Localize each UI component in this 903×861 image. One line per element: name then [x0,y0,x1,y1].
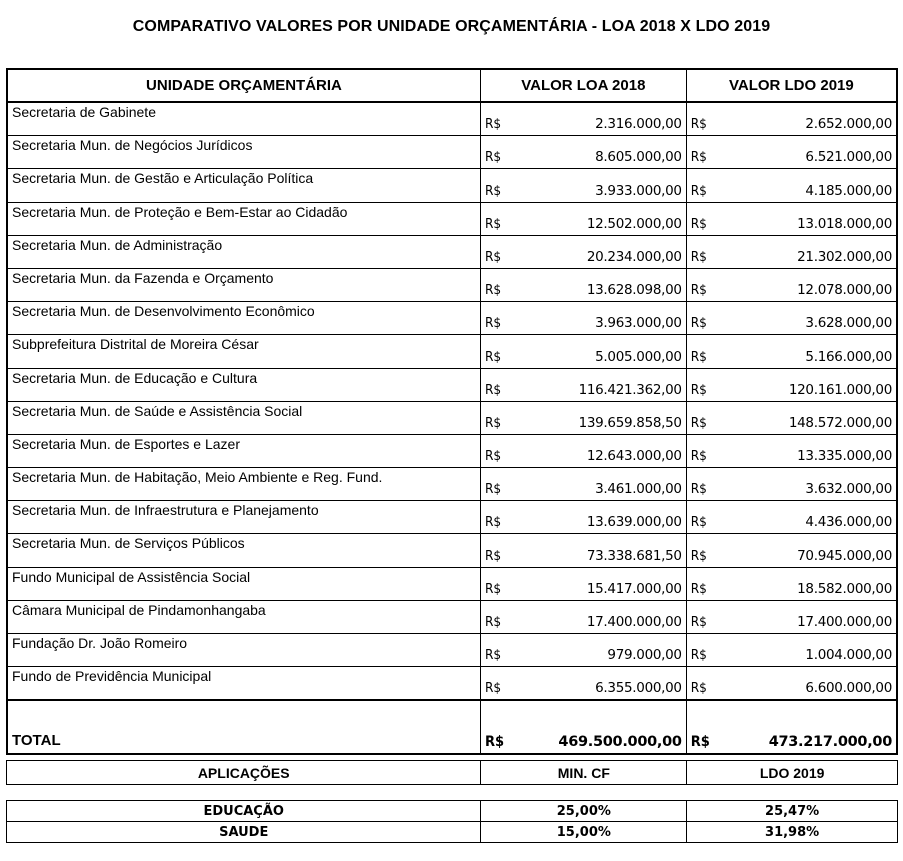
currency-symbol-loa: R$ [480,368,510,401]
unit-name: Fundação Dr. João Romeiro [7,634,480,667]
currency-symbol-ldo: R$ [686,268,716,301]
value-ldo-2019: 21.302.000,00 [716,235,897,268]
unit-name: Câmara Municipal de Pindamonhangaba [7,600,480,633]
unit-name: Secretaria Mun. de Administração [7,235,480,268]
application-name: SAUDE [7,822,481,843]
table-row [7,335,897,368]
table-row [7,102,897,136]
table-row [7,235,897,268]
value-ldo-2019: 13.018.000,00 [716,202,897,235]
value-ldo-2019: 13.335.000,00 [716,434,897,467]
table-row [7,600,897,633]
currency-symbol-ldo: R$ [686,700,716,754]
table-row [7,302,897,335]
table-row [7,567,897,600]
unit-name: Secretaria Mun. de Esportes e Lazer [7,434,480,467]
value-ldo-2019: 70.945.000,00 [716,534,897,567]
currency-symbol-loa: R$ [480,169,510,202]
value-ldo-2019: 3.632.000,00 [716,468,897,501]
value-ldo-2019: 6.521.000,00 [716,136,897,169]
currency-symbol-ldo: R$ [686,302,716,335]
unit-name: Secretaria Mun. de Negócios Jurídicos [7,136,480,169]
table-row [7,136,897,169]
value-ldo-2019: 120.161.000,00 [716,368,897,401]
value-ldo-2019: 4.185.000,00 [716,169,897,202]
unit-name: Secretaria Mun. de Infraestrutura e Planejamento [7,501,480,534]
currency-symbol-loa: R$ [480,102,510,136]
currency-symbol-loa: R$ [480,235,510,268]
table-header-row [7,69,897,102]
currency-symbol-ldo: R$ [686,600,716,633]
value-ldo-2019: 17.400.000,00 [716,600,897,633]
currency-symbol-ldo: R$ [686,468,716,501]
total-loa-2018: 469.500.000,00 [510,700,686,754]
currency-symbol-loa: R$ [480,667,510,701]
unit-name: Secretaria Mun. de Saúde e Assistência Social [7,401,480,434]
header-ldo-2019: VALOR LDO 2019 [686,69,897,102]
value-ldo-2019: 2.652.000,00 [716,102,897,136]
value-loa-2018: 6.355.000,00 [510,667,686,701]
currency-symbol-ldo: R$ [686,434,716,467]
value-loa-2018: 20.234.000,00 [510,235,686,268]
value-ldo-2019: 6.600.000,00 [716,667,897,701]
currency-symbol-ldo: R$ [686,368,716,401]
currency-symbol-ldo: R$ [686,169,716,202]
currency-symbol-ldo: R$ [686,235,716,268]
applications-header-row [7,761,898,785]
currency-symbol-loa: R$ [480,136,510,169]
table-row [7,468,897,501]
budget-comparison-table [6,68,898,755]
table-row [7,667,897,701]
table-row [7,202,897,235]
unit-name: Secretaria Mun. de Educação e Cultura [7,368,480,401]
unit-name: Secretaria de Gabinete [7,102,480,136]
application-ldo-2019: 25,47% [687,801,898,822]
table-row [7,368,897,401]
applications-row [7,822,898,843]
value-loa-2018: 5.005.000,00 [510,335,686,368]
currency-symbol-loa: R$ [480,434,510,467]
currency-symbol-loa: R$ [480,501,510,534]
spacer-row [7,785,898,801]
application-min-cf: 25,00% [481,801,687,822]
value-loa-2018: 979.000,00 [510,634,686,667]
page-title: COMPARATIVO VALORES POR UNIDADE ORÇAMENTÁRIA - LOA 2018 X LDO 2019 [132,18,771,35]
currency-symbol-ldo: R$ [686,136,716,169]
currency-symbol-ldo: R$ [686,567,716,600]
value-loa-2018: 15.417.000,00 [510,567,686,600]
unit-name: Fundo Municipal de Assistência Social [7,567,480,600]
currency-symbol-ldo: R$ [686,534,716,567]
table-row [7,401,897,434]
value-loa-2018: 13.639.000,00 [510,501,686,534]
unit-name: Secretaria Mun. de Proteção e Bem-Estar ao Cidadão [7,202,480,235]
application-name: EDUCAÇÃO [7,801,481,822]
value-ldo-2019: 5.166.000,00 [716,335,897,368]
value-loa-2018: 73.338.681,50 [510,534,686,567]
value-loa-2018: 139.659.858,50 [510,401,686,434]
value-loa-2018: 116.421.362,00 [510,368,686,401]
currency-symbol-loa: R$ [480,202,510,235]
total-label: TOTAL [7,700,480,754]
value-loa-2018: 3.461.000,00 [510,468,686,501]
currency-symbol-ldo: R$ [686,667,716,701]
table-row [7,434,897,467]
value-ldo-2019: 1.004.000,00 [716,634,897,667]
currency-symbol-ldo: R$ [686,335,716,368]
table-row [7,634,897,667]
application-min-cf: 15,00% [481,822,687,843]
currency-symbol-ldo: R$ [686,501,716,534]
value-ldo-2019: 148.572.000,00 [716,401,897,434]
value-loa-2018: 12.502.000,00 [510,202,686,235]
table-row [7,534,897,567]
unit-name: Subprefeitura Distrital de Moreira César [7,335,480,368]
currency-symbol-ldo: R$ [686,634,716,667]
unit-name: Fundo de Previdência Municipal [7,667,480,701]
unit-name: Secretaria Mun. de Desenvolvimento Econômico [7,302,480,335]
applications-table [6,760,898,843]
value-ldo-2019: 3.628.000,00 [716,302,897,335]
currency-symbol-loa: R$ [480,600,510,633]
currency-symbol-ldo: R$ [686,202,716,235]
currency-symbol-loa: R$ [480,268,510,301]
currency-symbol-loa: R$ [480,401,510,434]
value-loa-2018: 17.400.000,00 [510,600,686,633]
currency-symbol-loa: R$ [480,534,510,567]
header-unit: UNIDADE ORÇAMENTÁRIA [7,69,480,102]
currency-symbol-loa: R$ [480,634,510,667]
currency-symbol-loa: R$ [480,302,510,335]
table-row [7,169,897,202]
table-row [7,501,897,534]
total-ldo-2019: 473.217.000,00 [716,700,897,754]
value-loa-2018: 8.605.000,00 [510,136,686,169]
currency-symbol-loa: R$ [480,567,510,600]
applications-row [7,801,898,822]
table-row [7,268,897,301]
unit-name: Secretaria Mun. de Gestão e Articulação Política [7,169,480,202]
unit-name: Secretaria Mun. da Fazenda e Orçamento [7,268,480,301]
unit-name: Secretaria Mun. de Serviços Públicos [7,534,480,567]
value-ldo-2019: 18.582.000,00 [716,567,897,600]
value-ldo-2019: 4.436.000,00 [716,501,897,534]
currency-symbol-loa: R$ [480,700,510,754]
header-applications: APLICAÇÕES [7,761,481,785]
value-loa-2018: 2.316.000,00 [510,102,686,136]
value-ldo-2019: 12.078.000,00 [716,268,897,301]
application-ldo-2019: 31,98% [687,822,898,843]
currency-symbol-loa: R$ [480,468,510,501]
header-loa-2018: VALOR LOA 2018 [480,69,686,102]
unit-name: Secretaria Mun. de Habitação, Meio Ambiente e Reg. Fund. [7,468,480,501]
value-loa-2018: 3.963.000,00 [510,302,686,335]
value-loa-2018: 3.933.000,00 [510,169,686,202]
currency-symbol-ldo: R$ [686,102,716,136]
header-ldo-2019-pct: LDO 2019 [687,761,898,785]
currency-symbol-loa: R$ [480,335,510,368]
value-loa-2018: 12.643.000,00 [510,434,686,467]
currency-symbol-ldo: R$ [686,401,716,434]
total-row [7,700,897,754]
value-loa-2018: 13.628.098,00 [510,268,686,301]
header-min-cf: MIN. CF [481,761,687,785]
